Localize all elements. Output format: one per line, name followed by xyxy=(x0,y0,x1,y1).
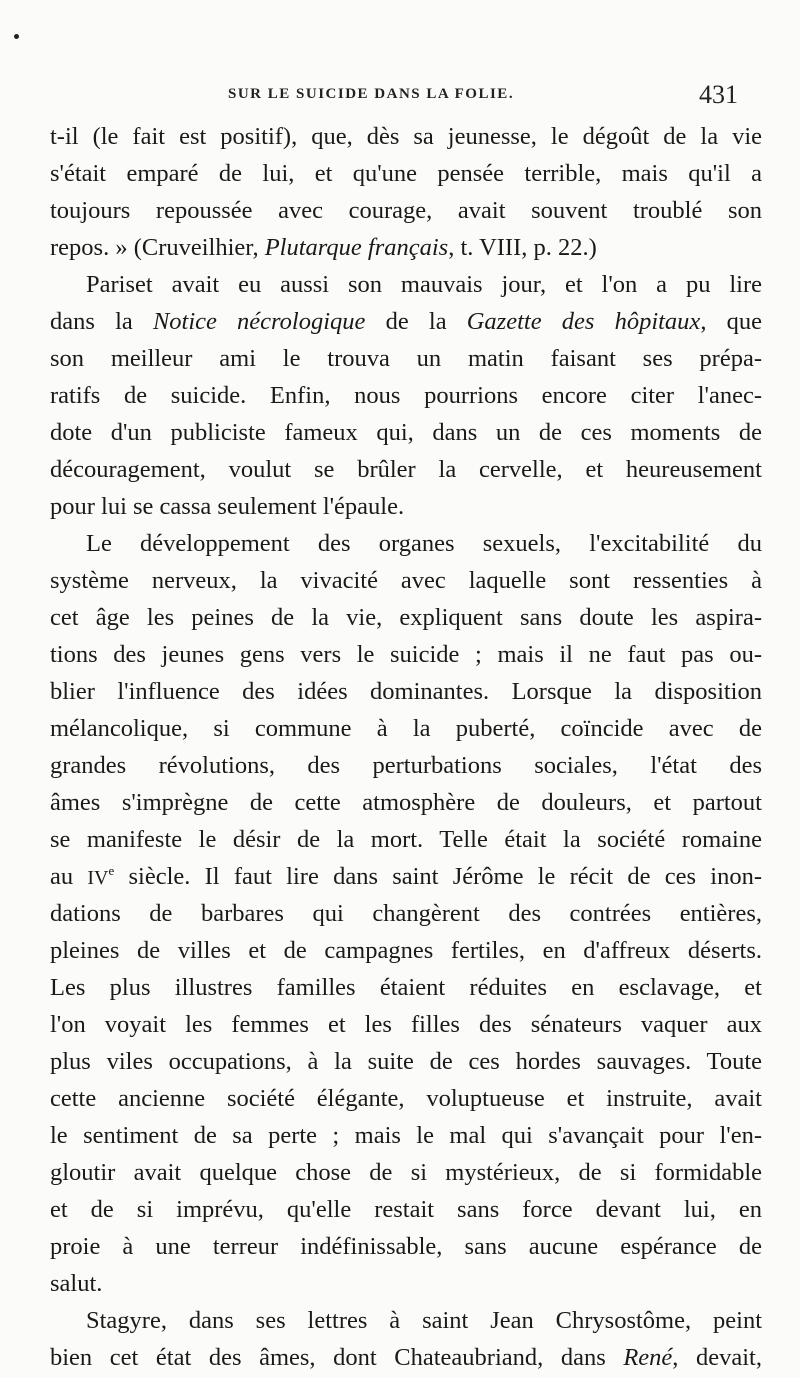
text-line: pleines de villes et de campagnes fertiles, en d'affreux déserts. xyxy=(50,937,762,964)
text-line: grandes révolutions, des perturbations sociales, l'état des xyxy=(50,752,762,779)
text-line: Pariset avait eu aussi son mauvais jour, et l'on a pu lire xyxy=(86,271,762,298)
body-text xyxy=(50,118,762,1376)
text-line: gloutir avait quelque chose de si mystérieux, de si formidable xyxy=(50,1159,762,1186)
text-line: et de si imprévu, qu'elle restait sans force devant lui, en xyxy=(50,1196,762,1223)
text-line: le sentiment de sa perte ; mais le mal qui s'avançait pour l'en- xyxy=(50,1122,762,1149)
text-line: tions des jeunes gens vers le suicide ; mais il ne faut pas ou- xyxy=(50,641,762,668)
text-line: Les plus illustres familles étaient réduites en esclavage, et xyxy=(50,974,762,1001)
running-title: SUR LE SUICIDE DANS LA FOLIE. xyxy=(228,86,515,102)
text-line: pour lui se cassa seulement l'épaule. xyxy=(50,493,405,520)
superscript: e xyxy=(108,862,115,878)
text-line: cet âge les peines de la vie, expliquent sans doute les aspira- xyxy=(50,604,762,631)
text-line: proie à une terreur indéfinissable, sans aucune espérance de xyxy=(50,1233,762,1260)
text-line: blier l'influence des idées dominantes. Lorsque la disposition xyxy=(50,678,762,705)
italic-title: Plutarque français xyxy=(264,234,449,261)
text-line: système nerveux, la vivacité avec laquelle sont ressenties à xyxy=(50,567,762,594)
text-line: se manifeste le désir de la mort. Telle était la société romaine xyxy=(50,826,762,853)
running-head xyxy=(40,82,738,112)
text-line: ratifs de suicide. Enfin, nous pourrions encore citer l'anec- xyxy=(50,382,762,409)
text-line: dations de barbares qui changèrent des contrées entières, xyxy=(50,900,762,927)
text-line: son meilleur ami le trouva un matin faisant ses prépa- xyxy=(50,345,762,372)
text-line: l'on voyait les femmes et les filles des sénateurs vaquer aux xyxy=(50,1011,762,1038)
text-line xyxy=(50,303,762,340)
text-line: s'était emparé de lui, et qu'une pensée terrible, mais qu'il a xyxy=(50,160,762,187)
text-run: bien cet état des âmes, dont Chateaubriand, dans xyxy=(50,1344,624,1371)
text-line: toujours repoussée avec courage, avait souvent troublé son xyxy=(50,197,762,224)
text-line: plus viles occupations, à la suite de ces hordes sauvages. Toute xyxy=(50,1048,762,1075)
text-run: , t. VIII, p. 22.) xyxy=(448,234,597,261)
text-line xyxy=(50,229,762,266)
text-run: , devait, xyxy=(672,1344,762,1371)
text-line: dote d'un publiciste fameux qui, dans un de ces moments de xyxy=(50,419,762,446)
text-line xyxy=(50,858,762,895)
text-run: dans la xyxy=(50,308,153,335)
italic-title: René xyxy=(623,1344,673,1371)
text-line: salut. xyxy=(50,1270,103,1297)
text-line xyxy=(50,1339,762,1376)
roman-numeral: IV xyxy=(87,867,109,889)
text-run: de la xyxy=(365,308,467,335)
text-line: mélancolique, si commune à la puberté, coïncide avec de xyxy=(50,715,762,742)
text-run: au xyxy=(50,863,88,890)
text-line: t-il (le fait est positif), que, dès sa jeunesse, le dégoût de la vie xyxy=(50,123,762,150)
page-number: 431 xyxy=(699,80,738,109)
text-line: Le développement des organes sexuels, l'excitabilité du xyxy=(86,530,762,557)
text-run: repos. » (Cruveilhier, xyxy=(50,234,265,261)
text-run: siècle. Il faut lire dans saint Jérôme le récit de ces inon- xyxy=(114,863,763,890)
text-line: âmes s'imprègne de cette atmosphère de douleurs, et partout xyxy=(50,789,762,816)
text-run: , que xyxy=(700,308,762,335)
italic-title: Gazette des hôpitaux xyxy=(466,308,701,335)
text-line: Stagyre, dans ses lettres à saint Jean Chrysostôme, peint xyxy=(86,1307,762,1334)
italic-title: Notice nécrologique xyxy=(152,308,366,335)
text-line: découragement, voulut se brûler la cervelle, et heureusement xyxy=(50,456,762,483)
ink-speck xyxy=(14,34,19,39)
text-line: cette ancienne société élégante, voluptueuse et instruite, avait xyxy=(50,1085,762,1112)
